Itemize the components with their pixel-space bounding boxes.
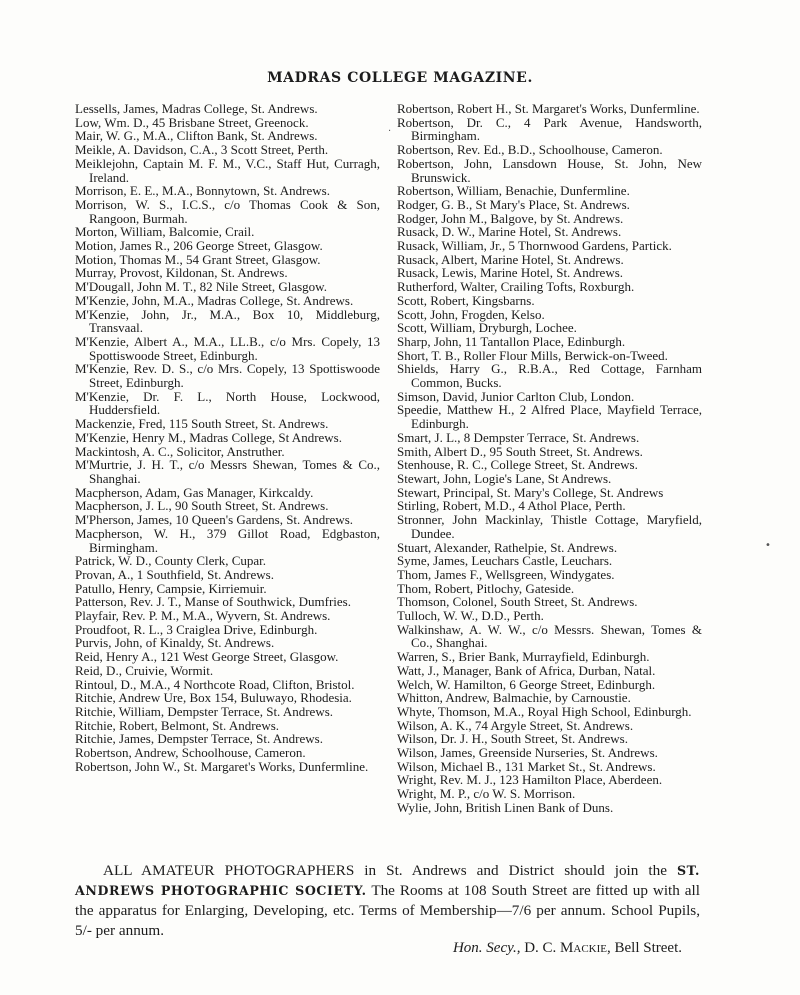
list-item: Purvis, John, of Kinaldy, St. Andrews. (75, 635, 275, 651)
list-item: Robertson, William, Benachie, Dunfermline. (397, 183, 630, 199)
list-item: Mackenzie, Fred, 115 South Street, St. Andrews. (75, 416, 329, 432)
list-item: M'Kenzie, John, M.A., Madras College, St. Andrews. (75, 292, 354, 308)
list-item: Stewart, Principal, St. Mary's College, St. Andrews (397, 484, 664, 500)
list-item: Ritchie, William, Dempster Terrace, St. Andrews. (75, 703, 334, 719)
list-item: Reid, D., Cruivie, Wormit. (75, 662, 214, 678)
list-item: Sharp, John, 11 Tantallon Place, Edinburgh. (397, 333, 626, 349)
list-item: Lessells, James, Madras College, St. Andrews. (75, 101, 318, 116)
list-item: Patrick, W. D., County Clerk, Cupar. (75, 553, 267, 569)
list-item: Syme, James, Leuchars Castle, Leuchars. (397, 553, 613, 569)
list-item: Rutherford, Walter, Crailing Tofts, Roxburgh. (397, 279, 635, 295)
list-item: Ritchie, Robert, Belmont, St. Andrews. (75, 717, 280, 733)
list-item: Watt, J., Manager, Bank of Africa, Durban, Natal. (397, 662, 656, 678)
list-item: Whitton, Andrew, Balmachie, by Carnoustie. (397, 690, 631, 706)
list-item: Macpherson, Adam, Gas Manager, Kirkcaldy. (75, 484, 314, 500)
list-item: Wright, Rev. M. J., 123 Hamilton Place, Aberdeen. (397, 772, 663, 788)
advertisement (75, 861, 700, 941)
list-item: Wilson, Dr. J. H., South Street, St. Andrews. (397, 731, 628, 747)
margin-mark: • (765, 540, 771, 551)
list-item: Scott, John, Frogden, Kelso. (397, 306, 545, 322)
list-item: Thomson, Colonel, South Street, St. Andrews. (397, 594, 638, 610)
list-item: Speedie, Matthew H., 2 Alfred Place, Mayfield Terrace, Edinburgh. (397, 402, 702, 432)
list-item: Scott, Robert, Kingsbarns. (397, 292, 535, 308)
society-name: ST. ANDREWS PHOTOGRAPHIC SOCIETY. (75, 863, 700, 898)
list-item: Walkinshaw, A. W. W., c/o Messrs. Shewan, Tomes & Co., Shanghai. (397, 621, 702, 651)
list-item: Rodger, John M., Balgove, by St. Andrews. (397, 210, 624, 226)
list-item: Patullo, Henry, Campsie, Kirriemuir. (75, 580, 267, 596)
list-item: Proudfoot, R. L., 3 Craiglea Drive, Edinburgh. (75, 621, 318, 637)
list-item: Whyte, Thomson, M.A., Royal High School, Edinburgh. (397, 703, 692, 719)
list-item: Motion, Thomas M., 54 Grant Street, Glasgow. (75, 251, 321, 267)
list-item: Simson, David, Junior Carlton Club, London. (397, 388, 635, 404)
list-item: Wylie, John, British Linen Bank of Duns. (397, 799, 614, 815)
list-item: Meikle, A. Davidson, C.A., 3 Scott Street, Perth. (75, 142, 329, 158)
list-item: Thom, James F., Wellsgreen, Windygates. (397, 566, 615, 582)
list-item: Short, T. B., Roller Flour Mills, Berwick-on-Tweed. (397, 347, 668, 363)
list-item: M'Murtrie, J. H. T., c/o Messrs Shewan, Tomes & Co., Shanghai. (75, 457, 380, 486)
list-item: Stewart, John, Logie's Lane, St Andrews. (397, 470, 612, 486)
list-item: M'Kenzie, Rev. D. S., c/o Mrs. Copely, 13 Spottiswoode Street, Edinburgh. (75, 361, 380, 391)
list-item: Stenhouse, R. C., College Street, St. Andrews. (397, 457, 638, 473)
list-item: Scott, William, Dryburgh, Lochee. (397, 320, 577, 336)
list-item: Robertson, Robert H., St. Margaret's Works, Dunfermline. (397, 101, 700, 116)
list-item: M'Kenzie, Henry M., Madras College, St Andrews. (75, 429, 342, 445)
list-item: Morrison, W. S., I.C.S., c/o Thomas Cook & Son, Rangoon, Burmah. (75, 196, 380, 226)
left-column (75, 102, 380, 773)
advertisement-text (75, 861, 700, 941)
list-item: Mair, W. G., M.A., Clifton Bank, St. Andrews. (75, 128, 318, 144)
page-title: MADRAS COLLEGE MAGAZINE. (267, 70, 533, 86)
list-item: Welch, W. Hamilton, 6 George Street, Edinburgh. (397, 676, 656, 692)
list-item: Wright, M. P., c/o W. S. Morrison. (397, 786, 576, 802)
list-item: Rusack, Albert, Marine Hotel, St. Andrews. (397, 251, 624, 267)
list-item: Rusack, Lewis, Marine Hotel, St. Andrews. (397, 265, 624, 281)
list-item: M'Kenzie, Dr. F. L., North House, Lockwood, Huddersfield. (75, 388, 380, 418)
list-item: Reid, Henry A., 121 West George Street, Glasgow. (75, 649, 339, 665)
list-item: M'Kenzie, Albert A., M.A., LL.B., c/o Mrs. Copely, 13 Spottiswoode Street, Edinburgh. (75, 333, 380, 363)
signature-address: , Bell Street. (607, 940, 682, 956)
advert-details: The Rooms at 108 South Street are fitted up with all the apparatus for Enlarging, Developing, etc. Terms of Membership—7/6 per annum. School Pupils, 5/- per annum. (75, 882, 700, 939)
list-item: Murray, Provost, Kildonan, St. Andrews. (75, 265, 288, 281)
signature-name: Mackie (560, 940, 607, 956)
list-item: Morton, William, Balcomie, Crail. (75, 224, 255, 240)
signature-initials: D. C. (524, 940, 557, 956)
list-item: Morrison, E. E., M.A., Bonnytown, St. Andrews. (75, 183, 330, 199)
list-item: Rusack, D. W., Marine Hotel, St. Andrews. (397, 224, 622, 240)
list-item: M'Dougall, John M. T., 82 Nile Street, Glasgow. (75, 279, 327, 295)
list-item: Robertson, Andrew, Schoolhouse, Cameron. (75, 745, 306, 761)
list-item: Stirling, Robert, M.D., 4 Athol Place, Perth. (397, 498, 626, 514)
list-item: Provan, A., 1 Southfield, St. Andrews. (75, 566, 274, 582)
list-item: Meiklejohn, Captain M. F. M., V.C., Staff Hut, Curragh, Ireland. (75, 155, 380, 185)
advert-intro: ALL AMATEUR PHOTOGRAPHERS in St. Andrews and District should join the (103, 862, 667, 879)
list-item: M'Pherson, James, 10 Queen's Gardens, St. Andrews. (75, 512, 354, 528)
list-item: Patterson, Rev. J. T., Manse of Southwick, Dumfries. (75, 594, 351, 610)
list-item: Smith, Albert D., 95 South Street, St. Andrews. (397, 443, 643, 459)
list-item: Shields, Harry G., R.B.A., Red Cottage, Farnham Common, Bucks. (397, 361, 702, 391)
list-item: Playfair, Rev. P. M., M.A., Wyvern, St. Andrews. (75, 608, 331, 624)
list-item: Smart, J. L., 8 Dempster Terrace, St. Andrews. (397, 429, 640, 445)
margin-mark: · (388, 126, 392, 137)
list-item: Stronner, John Mackinlay, Thistle Cottage, Maryfield, Dundee. (397, 512, 702, 541)
list-item: Robertson, Dr. C., 4 Park Avenue, Handsworth, Birmingham. (397, 114, 702, 144)
list-item: Robertson, John, Lansdown House, St. John, New Brunswick. (397, 155, 702, 185)
right-column (397, 102, 702, 815)
list-item: Wilson, James, Greenside Nurseries, St. Andrews. (397, 745, 658, 761)
list-item: Mackintosh, A. C., Solicitor, Anstruther. (75, 443, 285, 459)
list-item: Ritchie, Andrew Ure, Box 154, Buluwayo, Rhodesia. (75, 690, 352, 706)
signature-title: Hon. Secy., (452, 940, 521, 956)
list-item: Rodger, G. B., St Mary's Place, St. Andrews. (397, 196, 630, 212)
list-item: Robertson, Rev. Ed., B.D., Schoolhouse, Cameron. (397, 142, 663, 158)
list-item: Rusack, William, Jr., 5 Thornwood Gardens, Partick. (397, 238, 672, 254)
list-item: Motion, James R., 206 George Street, Glasgow. (75, 238, 323, 254)
list-item: Wilson, Michael B., 131 Market St., St. Andrews. (397, 758, 656, 774)
list-item: Macpherson, J. L., 90 South Street, St. Andrews. (75, 498, 329, 514)
list-item: Low, Wm. D., 45 Brisbane Street, Greenock. (75, 114, 309, 130)
list-item: Warren, S., Brier Bank, Murrayfield, Edinburgh. (397, 649, 650, 665)
list-item: Tulloch, W. W., D.D., Perth. (397, 608, 544, 624)
advert-signature (0, 940, 682, 957)
list-item: Robertson, John W., St. Margaret's Works, Dunfermline. (75, 758, 369, 774)
list-item: Thom, Robert, Pitlochy, Gateside. (397, 580, 575, 596)
list-item: Rintoul, D., M.A., 4 Northcote Road, Clifton, Bristol. (75, 676, 355, 692)
list-item: M'Kenzie, John, Jr., M.A., Box 10, Middleburg, Transvaal. (75, 306, 380, 336)
list-item: Ritchie, James, Dempster Terrace, St. Andrews. (75, 731, 323, 747)
list-item: Macpherson, W. H., 379 Gillot Road, Edgbaston, Birmingham. (75, 525, 380, 555)
list-item: Wilson, A. K., 74 Argyle Street, St. Andrews. (397, 717, 634, 733)
list-item: Stuart, Alexander, Rathelpie, St. Andrews. (397, 539, 618, 555)
